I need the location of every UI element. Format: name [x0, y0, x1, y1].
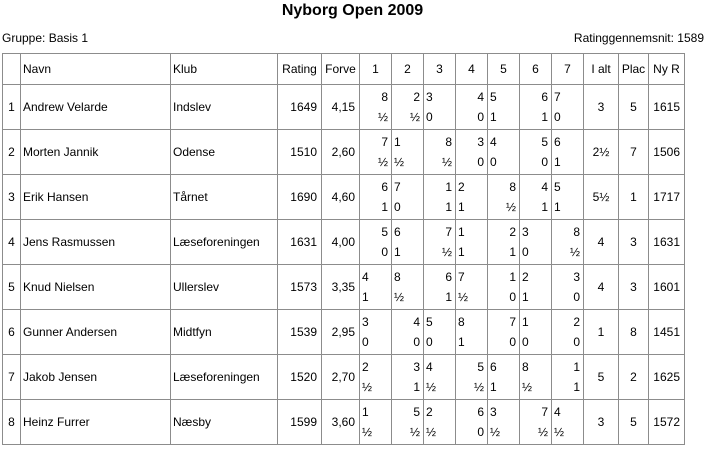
header-round-5: 5	[488, 54, 520, 85]
round-score: 1	[490, 380, 497, 394]
player-place: 1	[619, 175, 649, 220]
round-result	[424, 220, 456, 265]
round-result	[392, 130, 424, 175]
player-total: 5½	[584, 175, 619, 220]
round-score: 1	[573, 380, 580, 394]
player-club: Læseforeningen	[171, 220, 278, 265]
table-row	[3, 355, 685, 400]
player-new-rating: 1717	[649, 175, 685, 220]
round-score: ½	[394, 290, 405, 304]
round-score: ½	[426, 425, 437, 439]
round-result	[456, 175, 488, 220]
player-club: Tårnet	[171, 175, 278, 220]
player-new-rating: 1506	[649, 130, 685, 175]
round-result	[456, 355, 488, 400]
round-score: 0	[381, 245, 388, 259]
round-score: ½	[554, 425, 565, 439]
header-round-2: 2	[392, 54, 424, 85]
round-result	[552, 220, 584, 265]
round-result	[424, 355, 456, 400]
round-opponent: 6	[541, 90, 548, 104]
round-result	[392, 85, 424, 130]
player-name: Erik Hansen	[21, 175, 171, 220]
round-opponent: 4	[477, 90, 484, 104]
player-new-rating: 1572	[649, 400, 685, 445]
round-result	[520, 130, 552, 175]
player-number: 8	[3, 400, 21, 445]
round-result	[488, 220, 520, 265]
round-score: ½	[409, 110, 420, 124]
table-row	[3, 265, 685, 310]
round-result	[424, 175, 456, 220]
standings-table	[2, 53, 685, 445]
round-opponent: 7	[458, 270, 465, 284]
player-total: 1	[584, 310, 619, 355]
round-score: ½	[505, 200, 516, 214]
round-result	[552, 175, 584, 220]
round-score: ½	[473, 380, 484, 394]
round-opponent: 4	[490, 135, 497, 149]
round-score: 1	[458, 200, 465, 214]
header-forve: Forve	[322, 54, 360, 85]
round-result	[360, 130, 392, 175]
round-score: 0	[426, 335, 433, 349]
round-opponent: 4	[413, 315, 420, 329]
header-round-6: 6	[520, 54, 552, 85]
round-score: ½	[537, 425, 548, 439]
round-opponent: 2	[458, 180, 465, 194]
header-round-3: 3	[424, 54, 456, 85]
round-opponent: 8	[573, 225, 580, 239]
round-result	[392, 265, 424, 310]
round-score: 1	[445, 200, 452, 214]
player-forve: 4,00	[322, 220, 360, 265]
round-result	[488, 130, 520, 175]
header-row	[3, 54, 685, 85]
round-score: 0	[477, 110, 484, 124]
round-opponent: 5	[477, 360, 484, 374]
player-name: Gunner Andersen	[21, 310, 171, 355]
round-opponent: 1	[509, 270, 516, 284]
round-result	[424, 85, 456, 130]
header-nr	[3, 54, 21, 85]
header-round-1: 1	[360, 54, 392, 85]
round-opponent: 2	[426, 405, 433, 419]
round-score: ½	[569, 245, 580, 259]
round-score: 0	[573, 335, 580, 349]
round-result	[456, 265, 488, 310]
round-score: 0	[509, 335, 516, 349]
round-result	[520, 85, 552, 130]
player-rating: 1690	[278, 175, 322, 220]
round-opponent: 8	[381, 90, 388, 104]
player-number: 3	[3, 175, 21, 220]
round-opponent: 7	[394, 180, 401, 194]
table-row	[3, 130, 685, 175]
table-row	[3, 400, 685, 445]
round-opponent: 4	[426, 360, 433, 374]
player-rating: 1510	[278, 130, 322, 175]
round-opponent: 6	[490, 360, 497, 374]
round-opponent: 2	[509, 225, 516, 239]
table-row	[3, 85, 685, 130]
header-total: I alt	[584, 54, 619, 85]
round-result	[552, 400, 584, 445]
round-opponent: 5	[541, 135, 548, 149]
round-opponent: 2	[413, 90, 420, 104]
player-place: 3	[619, 220, 649, 265]
round-result	[456, 85, 488, 130]
round-score: 0	[490, 155, 497, 169]
round-result	[552, 130, 584, 175]
round-opponent: 8	[394, 270, 401, 284]
round-result	[520, 310, 552, 355]
player-forve: 2,70	[322, 355, 360, 400]
round-result	[424, 400, 456, 445]
round-result	[424, 310, 456, 355]
round-result	[488, 265, 520, 310]
round-opponent: 3	[477, 135, 484, 149]
player-forve: 2,60	[322, 130, 360, 175]
round-result	[456, 130, 488, 175]
round-opponent: 6	[554, 135, 561, 149]
player-number: 7	[3, 355, 21, 400]
round-score: 0	[573, 290, 580, 304]
round-opponent: 8	[522, 360, 529, 374]
header-new-rating: Ny R	[649, 54, 685, 85]
round-opponent: 1	[394, 135, 401, 149]
round-opponent: 2	[522, 270, 529, 284]
player-place: 8	[619, 310, 649, 355]
round-opponent: 3	[362, 315, 369, 329]
round-result	[392, 355, 424, 400]
player-new-rating: 1601	[649, 265, 685, 310]
round-result	[552, 310, 584, 355]
round-score: 1	[541, 110, 548, 124]
round-result	[360, 310, 392, 355]
player-name: Knud Nielsen	[21, 265, 171, 310]
round-opponent: 7	[445, 225, 452, 239]
table-row	[3, 310, 685, 355]
round-score: 0	[413, 335, 420, 349]
round-opponent: 3	[413, 360, 420, 374]
round-score: 0	[554, 110, 561, 124]
round-score: 1	[458, 335, 465, 349]
round-opponent: 5	[381, 225, 388, 239]
round-result	[360, 400, 392, 445]
player-new-rating: 1451	[649, 310, 685, 355]
round-score: 0	[426, 110, 433, 124]
player-total: 4	[584, 265, 619, 310]
round-opponent: 2	[362, 360, 369, 374]
round-result	[520, 220, 552, 265]
round-opponent: 3	[426, 90, 433, 104]
round-result	[488, 310, 520, 355]
round-result	[392, 175, 424, 220]
round-opponent: 1	[522, 315, 529, 329]
round-score: ½	[458, 290, 469, 304]
round-score: ½	[441, 245, 452, 259]
round-result	[360, 265, 392, 310]
round-result	[360, 175, 392, 220]
round-opponent: 5	[426, 315, 433, 329]
player-name: Heinz Furrer	[21, 400, 171, 445]
round-score: 1	[522, 290, 529, 304]
player-number: 2	[3, 130, 21, 175]
round-opponent: 5	[554, 180, 561, 194]
round-result	[456, 220, 488, 265]
round-score: 1	[554, 155, 561, 169]
round-opponent: 7	[381, 135, 388, 149]
round-result	[488, 175, 520, 220]
round-result	[520, 355, 552, 400]
round-score: ½	[377, 155, 388, 169]
round-score: 1	[381, 200, 388, 214]
round-result	[552, 355, 584, 400]
player-name: Morten Jannik	[21, 130, 171, 175]
rating-average: Ratinggennemsnit: 1589	[573, 31, 704, 45]
player-place: 2	[619, 355, 649, 400]
player-club: Midtfyn	[171, 310, 278, 355]
round-score: 0	[477, 425, 484, 439]
round-opponent: 3	[490, 405, 497, 419]
header-name: Navn	[21, 54, 171, 85]
player-place: 3	[619, 265, 649, 310]
round-result	[424, 130, 456, 175]
round-score: ½	[377, 110, 388, 124]
round-score: ½	[490, 425, 501, 439]
round-score: 1	[490, 110, 497, 124]
round-opponent: 4	[541, 180, 548, 194]
round-score: 1	[445, 290, 452, 304]
round-score: ½	[522, 380, 533, 394]
round-score: 0	[394, 200, 401, 214]
round-score: ½	[394, 155, 405, 169]
round-opponent: 7	[554, 90, 561, 104]
header-round-7: 7	[552, 54, 584, 85]
table-row	[3, 175, 685, 220]
round-opponent: 1	[573, 360, 580, 374]
player-rating: 1520	[278, 355, 322, 400]
round-score: 0	[477, 155, 484, 169]
round-result	[360, 85, 392, 130]
player-name: Jens Rasmussen	[21, 220, 171, 265]
player-club: Ullerslev	[171, 265, 278, 310]
round-result	[488, 400, 520, 445]
round-result	[520, 265, 552, 310]
round-score: 1	[541, 200, 548, 214]
round-score: 1	[458, 245, 465, 259]
player-club: Indslev	[171, 85, 278, 130]
round-result	[456, 400, 488, 445]
round-opponent: 2	[573, 315, 580, 329]
player-place: 7	[619, 130, 649, 175]
round-opponent: 1	[362, 405, 369, 419]
table-row	[3, 220, 685, 265]
player-forve: 3,35	[322, 265, 360, 310]
round-result	[424, 265, 456, 310]
player-new-rating: 1631	[649, 220, 685, 265]
round-result	[488, 355, 520, 400]
player-club: Odense	[171, 130, 278, 175]
player-number: 6	[3, 310, 21, 355]
player-club: Næsby	[171, 400, 278, 445]
round-opponent: 6	[381, 180, 388, 194]
page-title: Nyborg Open 2009	[281, 2, 424, 19]
player-number: 5	[3, 265, 21, 310]
player-new-rating: 1615	[649, 85, 685, 130]
round-result	[360, 220, 392, 265]
round-opponent: 4	[554, 405, 561, 419]
round-score: 0	[541, 155, 548, 169]
round-opponent: 8	[445, 135, 452, 149]
round-opponent: 7	[509, 315, 516, 329]
round-opponent: 1	[445, 180, 452, 194]
round-score: 0	[522, 335, 529, 349]
round-opponent: 5	[413, 405, 420, 419]
round-opponent: 6	[394, 225, 401, 239]
round-opponent: 6	[445, 270, 452, 284]
player-forve: 3,60	[322, 400, 360, 445]
round-opponent: 8	[509, 180, 516, 194]
round-result	[520, 175, 552, 220]
group-label: Gruppe: Basis 1	[2, 31, 89, 45]
round-score: 0	[509, 290, 516, 304]
round-score: ½	[362, 380, 373, 394]
round-opponent: 1	[458, 225, 465, 239]
player-forve: 4,15	[322, 85, 360, 130]
player-total: 3	[584, 400, 619, 445]
player-rating: 1539	[278, 310, 322, 355]
round-score: 1	[509, 245, 516, 259]
player-rating: 1649	[278, 85, 322, 130]
player-forve: 4,60	[322, 175, 360, 220]
header-round-4: 4	[456, 54, 488, 85]
player-total: 2½	[584, 130, 619, 175]
player-new-rating: 1625	[649, 355, 685, 400]
player-rating: 1631	[278, 220, 322, 265]
player-rating: 1599	[278, 400, 322, 445]
round-result	[360, 355, 392, 400]
round-score: 0	[362, 335, 369, 349]
header-club: Klub	[171, 54, 278, 85]
player-number: 4	[3, 220, 21, 265]
player-place: 5	[619, 400, 649, 445]
round-score: 1	[413, 380, 420, 394]
player-rating: 1573	[278, 265, 322, 310]
round-score: ½	[362, 425, 373, 439]
round-score: 1	[362, 290, 369, 304]
player-forve: 2,95	[322, 310, 360, 355]
round-score: 1	[554, 200, 561, 214]
player-club: Læseforeningen	[171, 355, 278, 400]
round-result	[552, 265, 584, 310]
round-opponent: 7	[541, 405, 548, 419]
player-place: 5	[619, 85, 649, 130]
round-result	[552, 85, 584, 130]
player-total: 3	[584, 85, 619, 130]
round-opponent: 3	[573, 270, 580, 284]
player-total: 4	[584, 220, 619, 265]
round-score: 0	[522, 245, 529, 259]
player-name: Jakob Jensen	[21, 355, 171, 400]
round-opponent: 5	[490, 90, 497, 104]
round-opponent: 4	[362, 270, 369, 284]
round-result	[456, 310, 488, 355]
round-result	[520, 400, 552, 445]
round-opponent: 6	[477, 405, 484, 419]
round-result	[392, 310, 424, 355]
player-total: 5	[584, 355, 619, 400]
header-place: Plac	[619, 54, 649, 85]
round-score: 1	[394, 245, 401, 259]
round-result	[488, 85, 520, 130]
round-score: ½	[441, 155, 452, 169]
player-name: Andrew Velarde	[21, 85, 171, 130]
round-score: ½	[409, 425, 420, 439]
round-result	[392, 400, 424, 445]
round-result	[392, 220, 424, 265]
round-opponent: 8	[458, 315, 465, 329]
round-score: ½	[426, 380, 437, 394]
header-rating: Rating	[278, 54, 322, 85]
round-opponent: 3	[522, 225, 529, 239]
player-number: 1	[3, 85, 21, 130]
